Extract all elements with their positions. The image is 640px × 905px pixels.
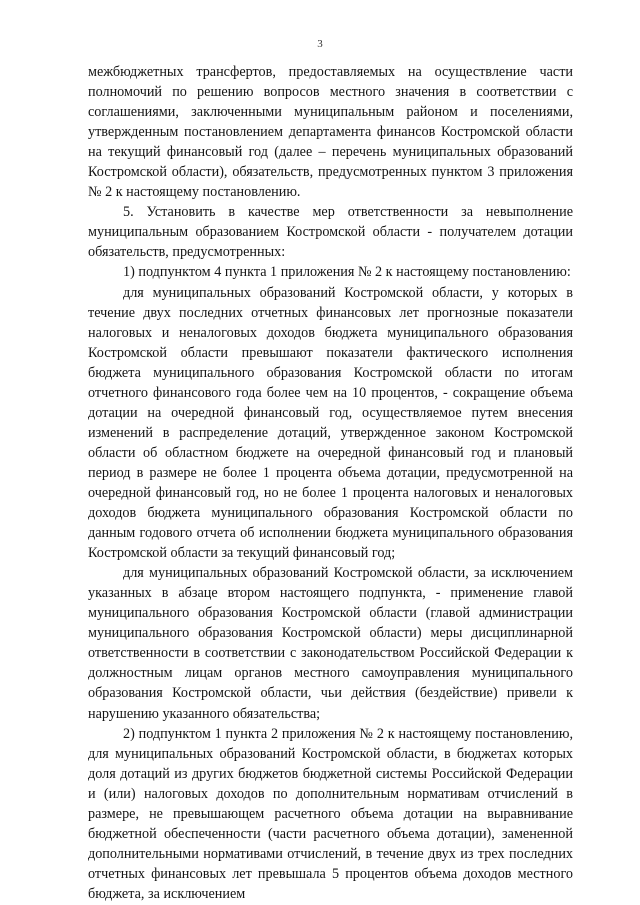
document-body	[88, 62, 573, 904]
paragraph-dotation-reduction: для муниципальных образований Костромской области, у которых в течение двух последних отчетных финансовых лет прогнозные показатели налоговых и неналоговых доходов бюджета муниципального образования Костромской области превышают показатели фактического исполнения бюджета муниципального образования Костромской области по итогам отчетного финансового года более чем на 10 процентов, - сокращение объема дотации на очередной финансовый год, осуществляемое путем внесения изменений в распределение дотаций, утвержденное законом Костромской области об областном бюджете на очередной финансовый год и плановый период в размере не более 1 процента объема дотации, предусмотренной на очередной финансовый год, но не более 1 процента налоговых и неналоговых доходов бюджета муниципального образования Костромской области по данным годового отчета об исполнении бюджета муниципального образования Костромской области за текущий финансовый год;	[88, 284, 573, 562]
paragraph-item-5: 5. Установить в качестве мер ответственности за невыполнение муниципальным образованием Костромской области - получателем дотации обязательств, предусмотренных:	[88, 204, 573, 261]
paragraph-disciplinary-measures: для муниципальных образований Костромской области, за исключением указанных в абзаце втором настоящего подпункта, - применение главой муниципального образования Костромской области (главой администрации муниципального образования Костромской области) меры дисциплинарной ответственности в соответствии с законодательством Российской Федерации к должностным лицам органов местного самоуправления муниципального образования Костромской области, чьи действия (бездействие) привели к нарушению указанного обязательства;	[88, 565, 573, 722]
paragraph-subitem-2: 2) подпунктом 1 пункта 2 приложения № 2 к настоящему постановлению, для муниципальных образований Костромской области, в бюджетах которых доля дотаций из других бюджетов бюджетной системы Российской Федерации и (или) налоговых доходов по дополнительным нормативам отчислений в размере, не превышающем расчетного объема дотации на выравнивание бюджетной обеспеченности (части расчетного объема дотации), замененной дополнительными нормативами отчислений, в течение двух из трех последних отчетных финансовых лет превышала 5 процентов объема доходов местного бюджета, за исключением	[88, 725, 573, 902]
page-number: 3	[317, 38, 323, 50]
paragraph-intertransfers: межбюджетных трансфертов, предоставляемых на осуществление части полномочий по решению вопросов местного значения в соответствии с соглашениями, заключенными муниципальным районом и поселениями, утвержденным постановлением департамента финансов Костромской области на текущий финансовый год (далее – перечень муниципальных образований Костромской области), обязательств, предусмотренных пунктом 3 приложения № 2 к настоящему постановлению.	[88, 64, 573, 201]
paragraph-subitem-1: 1) подпунктом 4 пункта 1 приложения № 2 к настоящему постановлению:	[123, 264, 571, 281]
